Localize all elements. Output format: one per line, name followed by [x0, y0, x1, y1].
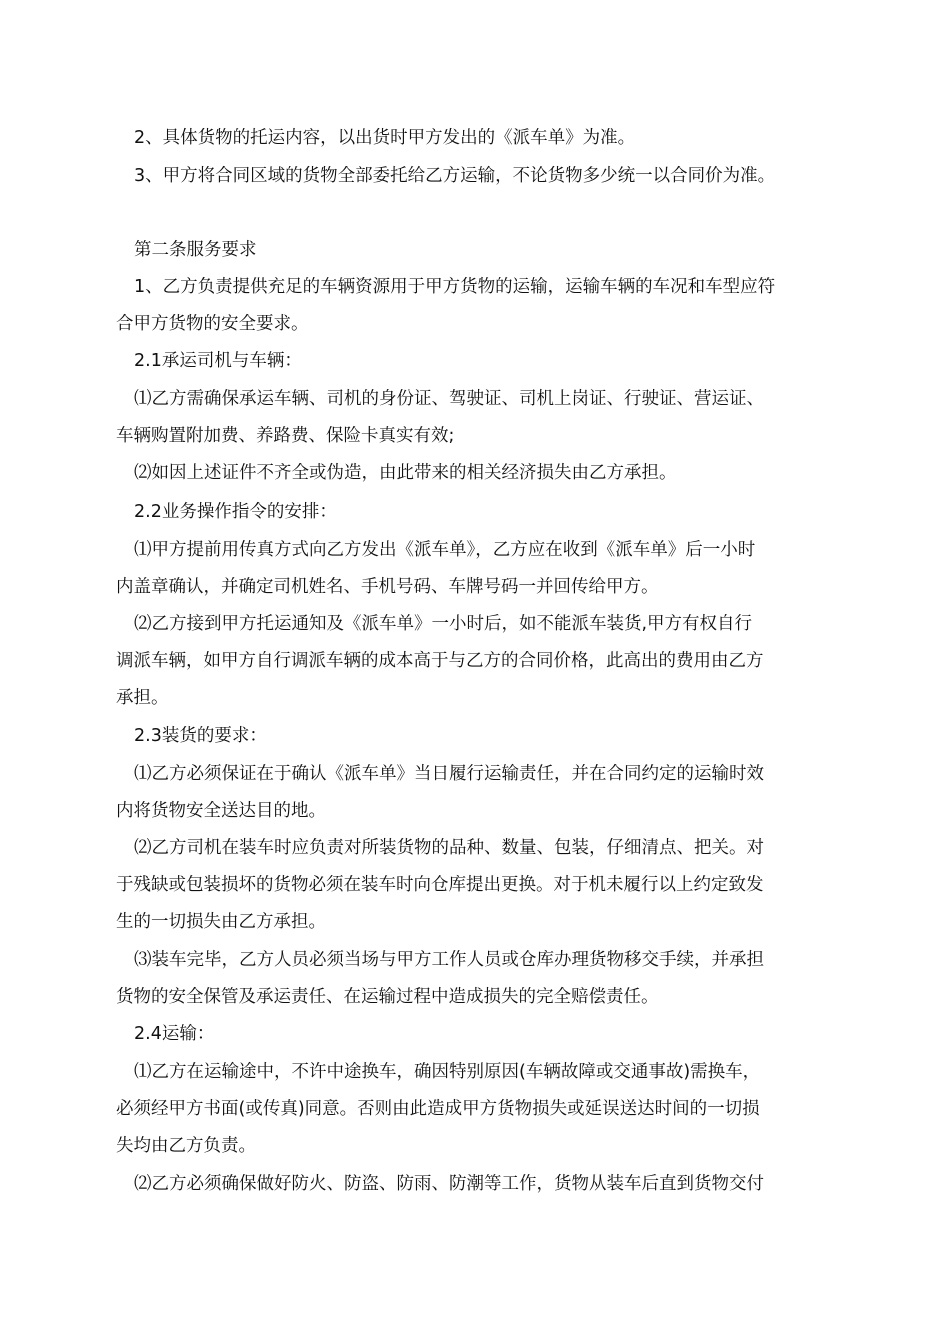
paragraph-line: ⑵乙方司机在装车时应负责对所装货物的品种、数量、包装，仔细清点、把关。对 [134, 838, 764, 858]
paragraph-line: 内盖章确认，并确定司机姓名、手机号码、车牌号码一并回传给甲方。 [116, 577, 659, 597]
subsection-heading: 2.3装货的要求： [134, 726, 267, 746]
paragraph-line: 合甲方货物的安全要求。 [116, 314, 309, 334]
section-heading: 第二条服务要求 [134, 240, 257, 260]
paragraph-line: ⑴甲方提前用传真方式向乙方发出《派车单》，乙方应在收到《派车单》后一小时 [134, 540, 756, 560]
subsection-heading: 2.4运输： [134, 1024, 215, 1044]
subsection-heading: 2.1承运司机与车辆： [134, 351, 302, 371]
paragraph-line: 内将货物安全送达目的地。 [116, 801, 326, 821]
paragraph-line: ⑴乙方需确保承运车辆、司机的身份证、驾驶证、司机上岗证、行驶证、营运证、 [134, 389, 764, 409]
paragraph-line: ⑵如因上述证件不齐全或伪造，由此带来的相关经济损失由乙方承担。 [134, 463, 677, 483]
paragraph-line: 必须经甲方书面(或传真)同意。否则由此造成甲方货物损失或延误送达时间的一切损 [116, 1099, 760, 1119]
paragraph-line: ⑵乙方接到甲方托运通知及《派车单》一小时后，如不能派车装货,甲方有权自行 [134, 614, 753, 634]
paragraph-line: 失均由乙方负责。 [116, 1136, 256, 1156]
paragraph-line: 1、乙方负责提供充足的车辆资源用于甲方货物的运输，运输车辆的车况和车型应符 [134, 277, 776, 297]
paragraph-line: 承担。 [116, 688, 169, 708]
paragraph-line: 车辆购置附加费、养路费、保险卡真实有效; [116, 426, 455, 446]
paragraph-line: ⑶装车完毕，乙方人员必须当场与甲方工作人员或仓库办理货物移交手续，并承担 [134, 950, 764, 970]
paragraph-line: 3、甲方将合同区域的货物全部委托给乙方运输，不论货物多少统一以合同价为准。 [134, 166, 776, 186]
paragraph-line: 于残缺或包装损坏的货物必须在装车时向仓库提出更换。对于机未履行以上约定致发 [116, 875, 764, 895]
paragraph-line: 2、具体货物的托运内容，以出货时甲方发出的《派车单》为准。 [134, 128, 636, 148]
paragraph-line: ⑵乙方必须确保做好防火、防盗、防雨、防潮等工作，货物从装车后直到货物交付 [134, 1174, 764, 1194]
paragraph-line: ⑴乙方在运输途中，不许中途换车，确因特别原因(车辆故障或交通事故)需换车， [134, 1062, 761, 1082]
paragraph-line: ⑴乙方必须保证在于确认《派车单》当日履行运输责任，并在合同约定的运输时效 [134, 764, 764, 784]
paragraph-line: 调派车辆，如甲方自行调派车辆的成本高于与乙方的合同价格，此高出的费用由乙方 [116, 651, 764, 671]
paragraph-line: 生的一切损失由乙方承担。 [116, 912, 326, 932]
subsection-heading: 2.2业务操作指令的安排： [134, 502, 337, 522]
paragraph-line: 货物的安全保管及承运责任、在运输过程中造成损失的完全赔偿责任。 [116, 987, 659, 1007]
